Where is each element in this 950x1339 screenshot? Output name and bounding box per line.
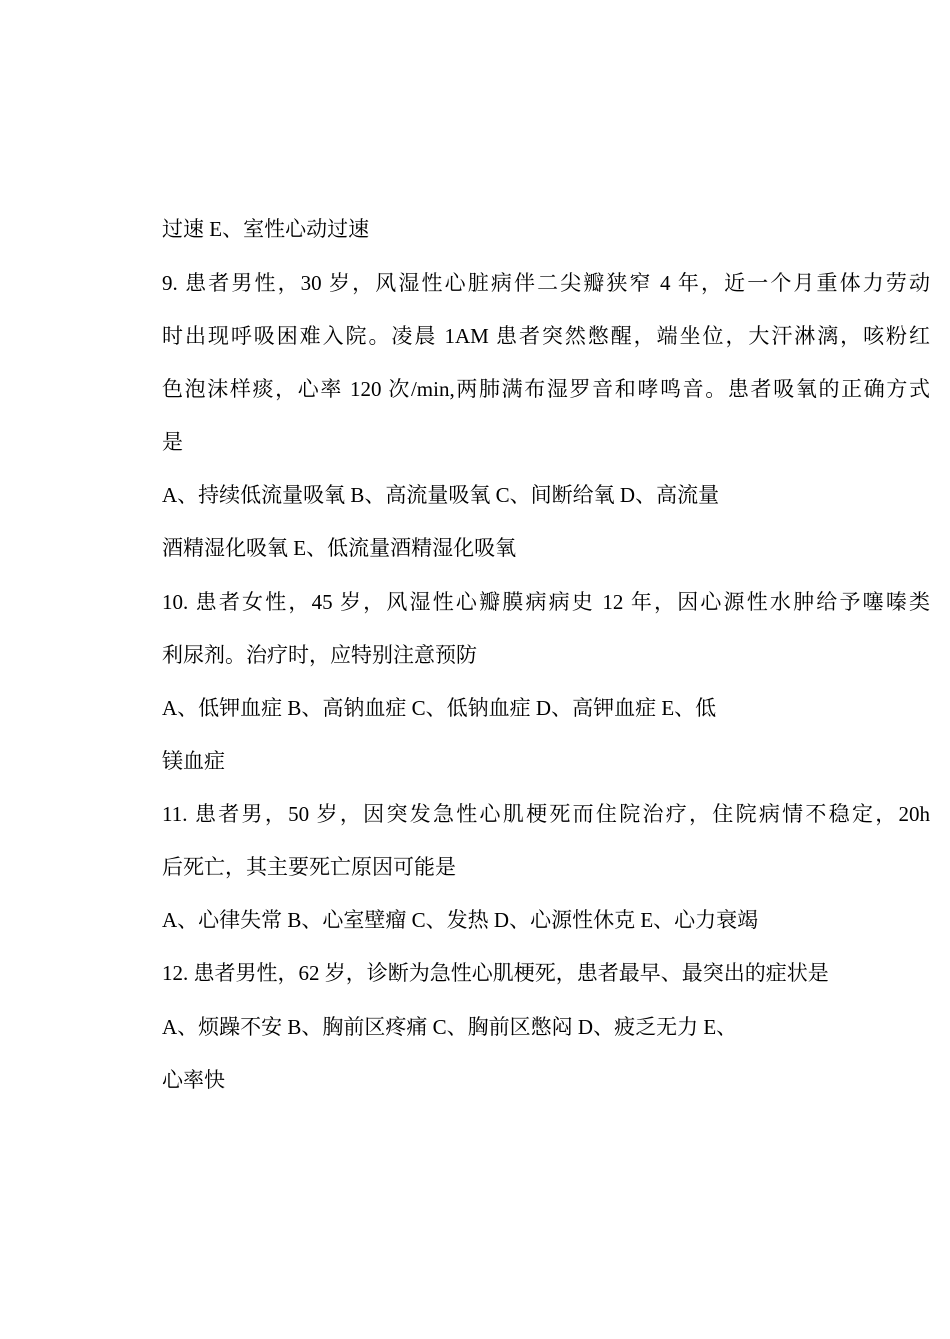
question-12-line-1: 12. 患者男性，62 岁，诊断为急性心肌梗死，患者最早、最突出的症状是 — [162, 961, 829, 985]
question-11-line-2: 后死亡，其主要死亡原因可能是 — [162, 855, 456, 879]
question-9-line-3: 色泡沫样痰，心率 120 次/min,两肺满布湿罗音和哮鸣音。患者吸氧的正确方式 — [162, 377, 930, 401]
question-9-options-line-2: 酒精湿化吸氧 E、低流量酒精湿化吸氧 — [162, 536, 517, 560]
question-10-options-line-1: A、低钾血症 B、高钠血症 C、低钠血症 D、高钾血症 E、低 — [162, 696, 717, 720]
text-line: 过速 E、室性心动过速 — [162, 217, 370, 241]
question-12-options-line-1: A、烦躁不安 B、胸前区疼痛 C、胸前区憋闷 D、疲乏无力 E、 — [162, 1015, 738, 1039]
question-10-options-line-2: 镁血症 — [162, 749, 225, 773]
question-9-line-4: 是 — [162, 430, 183, 454]
question-9-line-2: 时出现呼吸困难入院。凌晨 1AM 患者突然憋醒，端坐位，大汗淋漓，咳粉红 — [162, 324, 930, 348]
question-11-line-1: 11. 患者男，50 岁，因突发急性心肌梗死而住院治疗，住院病情不稳定，20h — [162, 802, 930, 826]
question-9-line-1: 9. 患者男性，30 岁，风湿性心脏病伴二尖瓣狭窄 4 年，近一个月重体力劳动 — [162, 271, 930, 295]
question-12-options-line-2: 心率快 — [162, 1068, 225, 1092]
question-11-options-line: A、心律失常 B、心室壁瘤 C、发热 D、心源性休克 E、心力衰竭 — [162, 908, 759, 932]
question-9-options-line-1: A、持续低流量吸氧 B、高流量吸氧 C、间断给氧 D、高流量 — [162, 483, 720, 507]
question-10-line-2: 利尿剂。治疗时，应特别注意预防 — [162, 643, 477, 667]
question-10-line-1: 10. 患者女性，45 岁，风湿性心瓣膜病病史 12 年，因心源性水肿给予噻嗪类 — [162, 590, 930, 614]
